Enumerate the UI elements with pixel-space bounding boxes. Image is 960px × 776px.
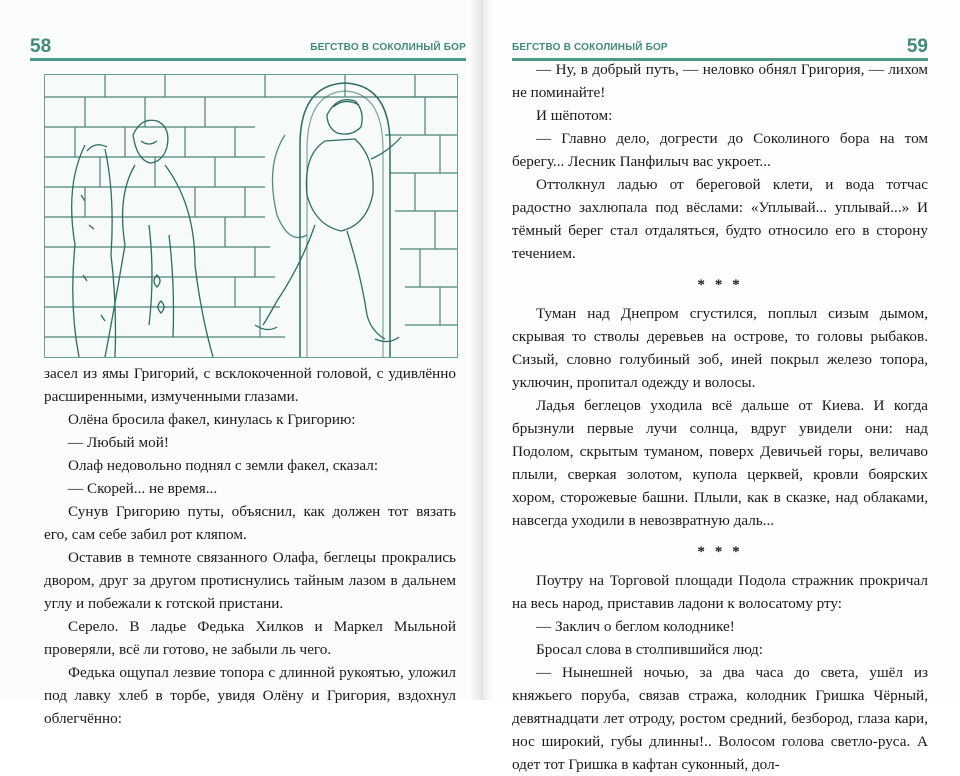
illustration: [44, 74, 458, 358]
warrior-figure: [255, 100, 401, 342]
illustration-drawing: [45, 75, 457, 357]
paragraph: Бросал слова в столпившийся люд:: [536, 641, 764, 658]
section-separator: * * *: [697, 543, 743, 560]
paragraph: — Заклич о беглом колоднике!: [536, 618, 735, 635]
right-page: [482, 0, 960, 773]
brick-wall: [45, 75, 457, 337]
left-page: [0, 0, 482, 727]
woman-figure: [105, 120, 213, 357]
running-title-right: БЕГСТВО В СОКОЛИНЫЙ БОР: [512, 42, 668, 53]
right-page-header: [512, 28, 928, 57]
section-separator: * * *: [697, 276, 743, 293]
page-number-left: 58: [30, 36, 52, 57]
left-page-text: [44, 362, 456, 730]
header-rule-left: [30, 58, 466, 61]
right-page-text: [512, 58, 928, 776]
paragraph: — Любый мой!: [68, 434, 169, 451]
paragraph: засел из ямы Григорий, с всклокоченной головой, с удивлённо расширенными, измученными глазами.: [44, 365, 456, 405]
book-gutter: [470, 0, 494, 700]
running-title-left: БЕГСТВО В СОКОЛИНЫЙ БОР: [310, 42, 466, 53]
cloaked-figure: [72, 145, 116, 357]
paragraph: Оставив в темноте связанного Олафа, беглецы прокрались двором, друг за другом протиснулись тайным лазом в дальнем углу и побежали к готской пристани.: [44, 549, 456, 612]
paragraph: Сунув Григорию путы, объяснил, как должен тот вязать его, сам себе забил рот кляпом.: [44, 503, 456, 543]
paragraph: И шёпотом:: [536, 107, 613, 124]
paragraph: Серело. В ладье Федька Хилков и Маркел Мыльной проверяли, всё ли готово, не забыли ль чего.: [44, 618, 456, 658]
paragraph: Оттолкнул ладью от береговой клети, и вода тотчас радостно захлюпала под вёслами: «Уплывай... уплывай...» И тёмный берег стал отдаляться, будто относило его в сторону течением.: [512, 176, 928, 262]
paragraph: — Скорей... не время...: [68, 480, 218, 497]
paragraph: Олёна бросила факел, кинулась к Григорию:: [68, 411, 356, 428]
paragraph: — Ну, в добрый путь, — неловко обнял Григория, — лихом не поминайте!: [512, 61, 928, 101]
paragraph: Федька ощупал лезвие топора с длинной рукоятью, уложил под лавку хлеб в торбе, увидя Олёну и Григория, вздохнул облегчённо:: [44, 664, 456, 727]
page-number-right: 59: [906, 36, 928, 57]
paragraph: Олаф недовольно поднял с земли факел, сказал:: [68, 457, 379, 474]
left-page-header: [30, 28, 466, 57]
paragraph: Туман над Днепром сгустился, поплыл сизым дымом, скрывая то стволы деревьев на острове, то головы рыбаков. Сизый, словно голубиный зоб, иней покрыл железо топора, уключин, пропитал одежду и волосы.: [512, 305, 928, 391]
paragraph: — Нынешней ночью, за два часа до света, ушёл из княжьего поруба, связав стража, колодник Гришка Чёрный, девятнадцати лет отроду, ростом средний, безбород, глаза кари, нос широкий, губы длинны!.. Волосом голова светло-руса. А одет тот Гришка в кафтан суконный, дол-: [512, 664, 928, 773]
paragraph: — Главно дело, догрести до Соколиного бора на том берегу... Лесник Панфилыч вас укроет...: [512, 130, 928, 170]
paragraph: Поутру на Торговой площади Подола стражник прокричал на весь народ, приставив ладони к волосатому рту:: [512, 572, 928, 612]
arch: [300, 83, 390, 357]
paragraph: Ладья беглецов уходила всё дальше от Киева. И когда брызнули первые лучи солнца, вдруг увидели они: над Подолом, скрытым туманом, поверх Девичьей горы, величаво плыли, сверкая золотом, купола церквей, кровли боярских хором, сторожевые башни. Плыли, как в сказке, над облаками, навсегда уходили в невозвратную даль...: [512, 397, 928, 529]
